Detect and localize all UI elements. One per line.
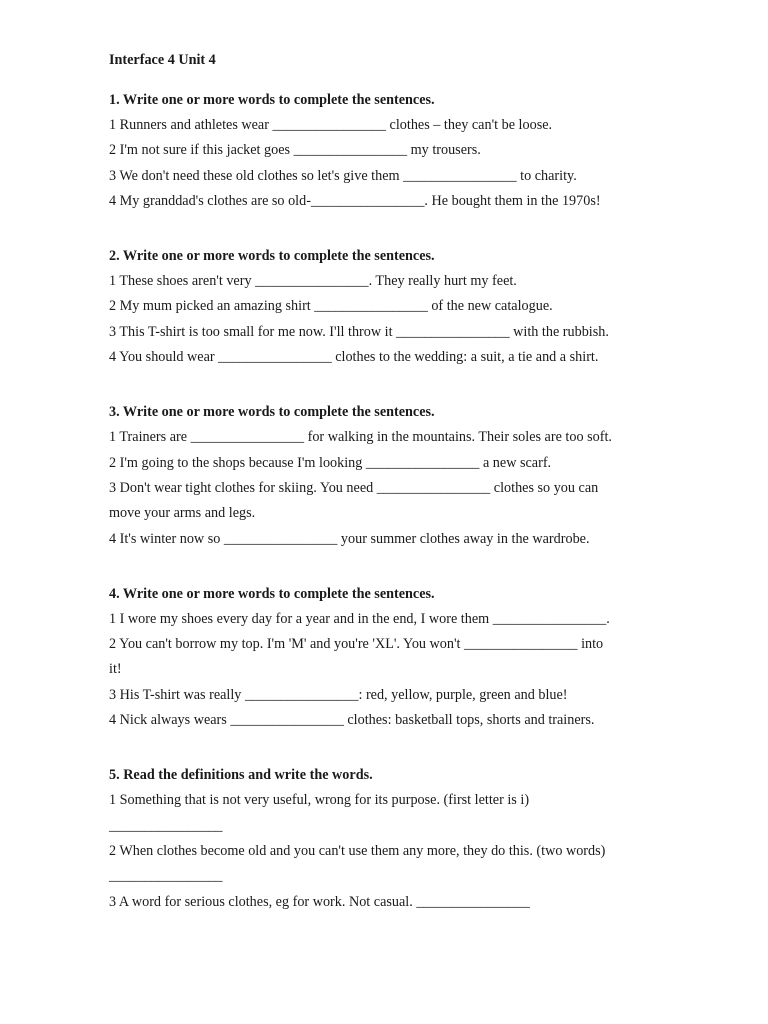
definition-item: 2 When clothes become old and you can't use them any more, they do this. (two words) bbox=[109, 842, 606, 859]
exercise-item: 3 Don't wear tight clothes for skiing. You need ________________ clothes so you can bbox=[109, 479, 599, 496]
section-4 bbox=[109, 582, 657, 733]
exercise-item: 2 I'm going to the shops because I'm looking ________________ a new scarf. bbox=[109, 454, 552, 471]
exercise-item: 2 I'm not sure if this jacket goes ________________ my trousers. bbox=[109, 142, 481, 159]
exercise-item: 4 Nick always wears ________________ clothes: basketball tops, shorts and trainers. bbox=[109, 712, 595, 729]
section-1 bbox=[109, 88, 657, 214]
definition-item: 3 A word for serious clothes, eg for work. Not casual. ________________ bbox=[109, 893, 530, 910]
exercise-item: 1 Trainers are ________________ for walking in the mountains. Their soles are too soft. bbox=[109, 429, 612, 446]
exercise-item: 1 These shoes aren't very ________________. They really hurt my feet. bbox=[109, 273, 517, 290]
exercise-item: 2 My mum picked an amazing shirt ________________ of the new catalogue. bbox=[109, 298, 553, 315]
exercise-item: 4 It's winter now so ________________ your summer clothes away in the wardrobe. bbox=[109, 530, 590, 547]
section-3 bbox=[109, 400, 657, 551]
exercise-item: 4 You should wear ________________ clothes to the wedding: a suit, a tie and a shirt. bbox=[109, 349, 599, 366]
exercise-item: 3 His T-shirt was really ________________: red, yellow, purple, green and blue! bbox=[109, 686, 568, 703]
section-2 bbox=[109, 244, 657, 370]
section-heading: 4. Write one or more words to complete the sentences. bbox=[109, 585, 435, 602]
exercise-item-continued: it! bbox=[109, 661, 122, 678]
exercise-item: 1 Runners and athletes wear ________________ clothes – they can't be loose. bbox=[109, 117, 553, 133]
exercise-item: 1 I wore my shoes every day for a year and in the end, I wore them ________________. bbox=[109, 610, 610, 627]
exercise-item: 4 My granddad's clothes are so old-________________. He bought them in the 1970s! bbox=[109, 192, 601, 209]
definition-item: 1 Something that is not very useful, wrong for its purpose. (first letter is i) bbox=[109, 792, 530, 809]
section-heading: 5. Read the definitions and write the words. bbox=[109, 767, 373, 784]
answer-blank: ________________ bbox=[109, 817, 223, 834]
exercise-item: 3 We don't need these old clothes so let's give them ________________ to charity. bbox=[109, 167, 577, 184]
exercise-item: 3 This T-shirt is too small for me now. I'll throw it ________________ with the rubbish. bbox=[109, 323, 609, 340]
worksheet-content bbox=[109, 48, 657, 915]
document-title: Interface 4 Unit 4 bbox=[109, 52, 216, 68]
section-5 bbox=[109, 763, 657, 914]
answer-blank: ________________ bbox=[109, 868, 223, 885]
exercise-item-continued: move your arms and legs. bbox=[109, 505, 256, 522]
section-heading: 1. Write one or more words to complete the sentences. bbox=[109, 92, 435, 108]
exercise-item: 2 You can't borrow my top. I'm 'M' and you're 'XL'. You won't ________________ into bbox=[109, 636, 604, 653]
section-heading: 3. Write one or more words to complete the sentences. bbox=[109, 404, 435, 421]
section-heading: 2. Write one or more words to complete the sentences. bbox=[109, 248, 435, 265]
